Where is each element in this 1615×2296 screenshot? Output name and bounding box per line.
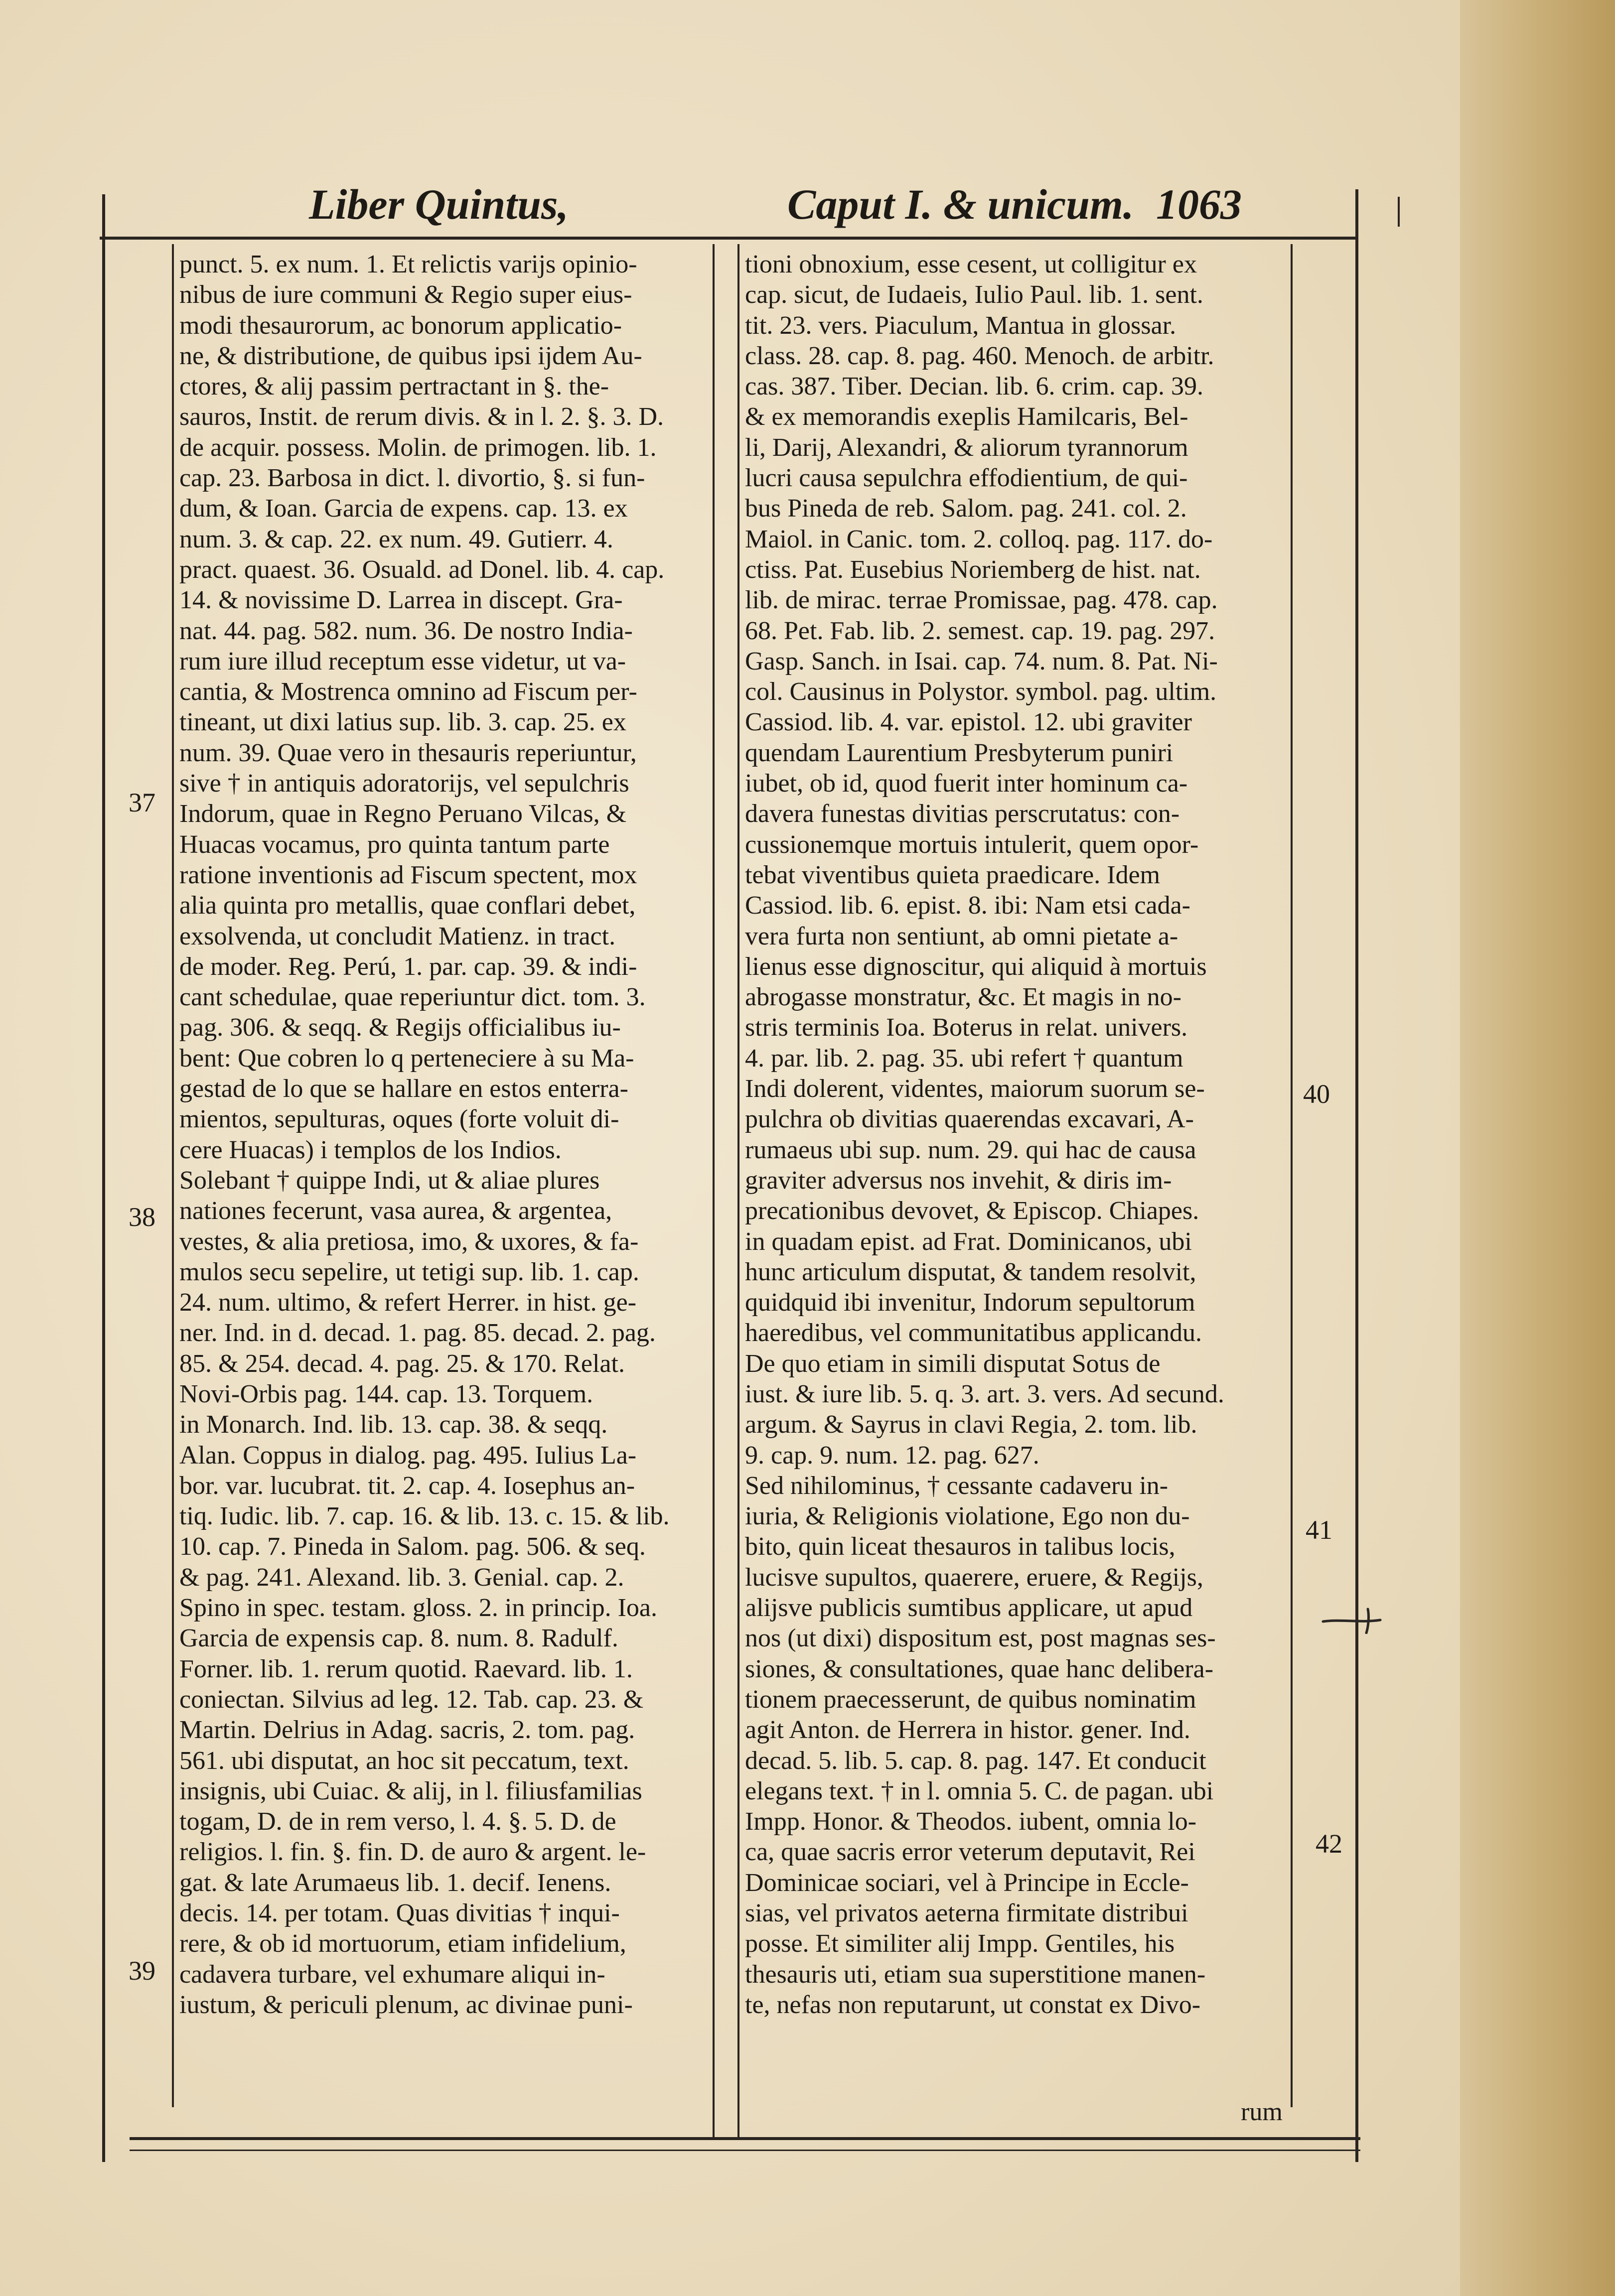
text-line: & ex memorandis exeplis Hamilcaris, Bel- [745, 403, 1188, 431]
text-line: lib. de mirac. terrae Promissae, pag. 478. cap. [745, 586, 1218, 615]
column-divider-rule-2 [737, 244, 739, 2137]
text-line: Maiol. in Canic. tom. 2. colloq. pag. 117. do- [745, 525, 1213, 553]
text-line: Alan. Coppus in dialog. pag. 495. Iulius La- [179, 1441, 637, 1470]
text-line: davera funestas divitias perscrutatus: con- [745, 800, 1180, 828]
bottom-rule-thin [130, 2150, 1360, 2151]
margin-number-38: 38 [129, 1202, 155, 1232]
text-line: pag. 306. & seqq. & Regijs officialibus iu- [179, 1013, 621, 1042]
text-line: siones, & consultationes, quae hanc delibera- [745, 1654, 1214, 1683]
column-rule-right-inner [1291, 244, 1293, 2107]
text-line: rum iure illud receptum esse videtur, ut va- [179, 647, 626, 675]
text-line: ner. Ind. in d. decad. 1. pag. 85. decad. 2. pag. [179, 1319, 656, 1348]
text-line: Garcia de expensis cap. 8. num. 8. Radulf. [179, 1624, 618, 1653]
text-line: bus Pineda de reb. Salom. pag. 241. col. 2. [745, 494, 1187, 523]
text-line: mulos secu sepelire, ut tetigi sup. lib. 1. cap. [179, 1257, 639, 1286]
text-line: lucisve supultos, quaerere, eruere, & Regijs, [745, 1563, 1203, 1592]
text-line: ctores, & alij passim pertractant in §. the- [179, 372, 609, 401]
text-line: cantia, & Mostrenca omnino ad Fiscum per- [179, 677, 637, 706]
page-edge [1460, 0, 1615, 2296]
text-line: iubet, ob id, quod fuerit inter hominum ca- [745, 769, 1188, 798]
text-line: cap. sicut, de Iudaeis, Iulio Paul. lib. 1. sent. [745, 280, 1203, 309]
text-line: hunc articulum disputat, & tandem resolvit, [745, 1257, 1196, 1286]
text-line: gat. & late Arumaeus lib. 1. decif. Ienens. [179, 1868, 611, 1897]
bottom-rule-thick [130, 2137, 1360, 2140]
column-rule-left-inner [172, 244, 174, 2107]
text-line: cussionemque mortuis intulerit, quem opor- [745, 830, 1199, 859]
text-line: de moder. Reg. Perú, 1. par. cap. 39. & indi- [179, 952, 637, 981]
text-line: cere Huacas) i templos de los Indios. [179, 1135, 562, 1164]
text-line: agit Anton. de Herrera in histor. gener. Ind. [745, 1716, 1190, 1745]
text-line: ca, quae sacris error veterum deputavit, Rei [745, 1838, 1195, 1867]
text-line: 561. ubi disputat, an hoc sit peccatum, text. [179, 1746, 629, 1775]
text-line: 14. & novissime D. Larrea in discept. Gra- [179, 586, 623, 615]
text-line: iustum, & periculi plenum, ac divinae puni- [179, 1990, 633, 2019]
text-line: lucri causa sepulchra effodientium, de qui- [745, 464, 1188, 493]
margin-number-42: 42 [1316, 1829, 1342, 1859]
margin-number-41: 41 [1306, 1515, 1332, 1545]
text-line: cap. 23. Barbosa in dict. l. divortio, §. si fun- [179, 464, 645, 493]
text-line: Dominicae sociari, vel à Principe in Eccle- [745, 1868, 1189, 1897]
text-line: 24. num. ultimo, & refert Herrer. in hist. ge- [179, 1288, 637, 1317]
text-line: Martin. Delrius in Adag. sacris, 2. tom. pag. [179, 1716, 635, 1745]
text-line: nationes fecerunt, vasa aurea, & argentea, [179, 1197, 612, 1225]
text-line: num. 3. & cap. 22. ex num. 49. Gutierr. 4. [179, 525, 613, 553]
text-line: sias, vel privatos aeterna firmitate distribui [745, 1899, 1188, 1928]
text-line: Novi-Orbis pag. 144. cap. 13. Torquem. [179, 1379, 593, 1408]
text-line: 4. par. lib. 2. pag. 35. ubi refert † quantum [745, 1044, 1183, 1073]
margin-number-39: 39 [129, 1956, 155, 1986]
text-line: tiq. Iudic. lib. 7. cap. 16. & lib. 13. c. 15. & lib. [179, 1502, 670, 1531]
margin-number-40: 40 [1303, 1079, 1330, 1109]
text-line: te, nefas non reputarunt, ut constat ex Divo- [745, 1990, 1201, 2019]
text-line: cadavera turbare, vel exhumare aliqui in- [179, 1960, 605, 1989]
text-line: nibus de iure communi & Regio super eius- [179, 280, 632, 309]
text-line: li, Darij, Alexandri, & aliorum tyrannorum [745, 433, 1188, 462]
text-line: togam, D. de in rem verso, l. 4. §. 5. D. de [179, 1807, 616, 1836]
text-line: dum, & Ioan. Garcia de expens. cap. 13. ex [179, 494, 628, 523]
text-line: sauros, Instit. de rerum divis. & in l. 2. §. 3. D. [179, 403, 664, 431]
text-line: pulchra ob divitias quaerendas excavari, A- [745, 1105, 1194, 1134]
text-line: decis. 14. per totam. Quas divitias † inqui- [179, 1899, 620, 1928]
text-line: coniectan. Silvius ad leg. 12. Tab. cap. 23. & [179, 1685, 644, 1714]
text-line: alia quinta pro metallis, quae conflari debet, [179, 891, 636, 920]
page-number: 1063 [1156, 180, 1242, 228]
frame-rule-right [1355, 189, 1358, 2162]
text-line: Sed nihilominus, † cessante cadaveru in- [745, 1471, 1169, 1500]
text-line: tit. 23. vers. Piaculum, Mantua in glossar. [745, 311, 1176, 340]
text-line: Cassiod. lib. 6. epist. 8. ibi: Nam etsi cada- [745, 891, 1190, 920]
text-line: ratione inventionis ad Fiscum spectent, mox [179, 860, 637, 889]
text-line: class. 28. cap. 8. pag. 460. Menoch. de arbitr. [745, 341, 1214, 370]
text-line: elegans text. † in l. omnia 5. C. de pagan. ubi [745, 1776, 1214, 1805]
text-line: bor. var. lucubrat. tit. 2. cap. 4. Iosephus an- [179, 1471, 635, 1500]
text-line: num. 39. Quae vero in thesauris reperiuntur, [179, 738, 637, 767]
text-line: tineant, ut dixi latius sup. lib. 3. cap. 25. ex [179, 708, 626, 737]
text-line: ctiss. Pat. Eusebius Noriemberg de hist. nat. [745, 555, 1201, 584]
text-line: exsolvenda, ut concludit Matienz. in tract. [179, 922, 616, 950]
text-line: modi thesaurorum, ac bonorum applicatio- [179, 311, 622, 340]
text-line: 85. & 254. decad. 4. pag. 25. & 170. Relat. [179, 1349, 625, 1378]
text-line: nos (ut dixi) dispositum est, post magnas ses- [745, 1624, 1216, 1653]
text-line: stris terminis Ioa. Boterus in relat. univers. [745, 1013, 1188, 1042]
text-line: alijsve publicis sumtibus applicare, ut apud [745, 1594, 1193, 1622]
frame-rule-left [102, 194, 105, 2162]
text-line: tebat viventibus quieta praedicare. Idem [745, 860, 1161, 889]
text-line: rumaeus ubi sup. num. 29. qui hac de causa [745, 1135, 1196, 1164]
text-line: iust. & iure lib. 5. q. 3. art. 3. vers. Ad secund. [745, 1379, 1224, 1408]
text-line: Indi dolerent, videntes, maiorum suorum se- [745, 1075, 1205, 1103]
text-line: Impp. Honor. & Theodos. iubent, omnia lo- [745, 1807, 1197, 1836]
text-line: rere, & ob id mortuorum, etiam infidelium, [179, 1929, 626, 1958]
text-line: graviter adversus nos invehit, & diris im- [745, 1166, 1172, 1195]
catchword: rum [1241, 2098, 1283, 2126]
text-line: Forner. lib. 1. rerum quotid. Raevard. lib. 1. [179, 1654, 633, 1683]
text-line: Cassiod. lib. 4. var. epistol. 12. ubi graviter [745, 708, 1192, 737]
text-line: quendam Laurentium Presbyterum puniri [745, 738, 1174, 767]
text-line: cant schedulae, quae reperiuntur dict. tom. 3. [179, 983, 646, 1012]
running-head-right: Caput I. & unicum. [787, 180, 1134, 228]
text-line: de acquir. possess. Molin. de primogen. lib. 1. [179, 433, 657, 462]
text-line: haeredibus, vel communitatibus applicandu. [745, 1319, 1202, 1348]
text-line: bent: Que cobren lo q perteneciere à su Ma- [179, 1044, 634, 1073]
text-line: pract. quaest. 36. Osuald. ad Donel. lib. 4. cap. [179, 555, 665, 584]
text-line: De quo etiam in simili disputat Sotus de [745, 1349, 1161, 1378]
text-line: lienus esse dignoscitur, qui aliquid à mortuis [745, 952, 1207, 981]
text-line: Solebant † quippe Indi, ut & aliae plures [179, 1166, 600, 1195]
head-rule [100, 237, 1355, 240]
text-line: Huacas vocamus, pro quinta tantum parte [179, 830, 610, 859]
head-tick-mark [1398, 197, 1400, 227]
text-line: 68. Pet. Fab. lib. 2. semest. cap. 19. pag. 297. [745, 616, 1215, 645]
text-line: thesauris uti, etiam sua superstitione manen- [745, 1960, 1206, 1989]
text-line: col. Causinus in Polystor. symbol. pag. ultim. [745, 677, 1217, 706]
text-line: cas. 387. Tiber. Decian. lib. 6. crim. cap. 39. [745, 372, 1203, 401]
column-divider-rule-1 [713, 244, 715, 2137]
text-line: religios. l. fin. §. fin. D. de auro & argent. le- [179, 1838, 646, 1867]
text-line: nat. 44. pag. 582. num. 36. De nostro India- [179, 616, 633, 645]
text-line: gestad de lo que se hallare en estos enterra- [179, 1075, 628, 1103]
margin-number-37: 37 [129, 788, 155, 817]
text-line: in quadam epist. ad Frat. Dominicanos, ubi [745, 1227, 1192, 1256]
running-head [100, 179, 1345, 234]
text-line: sive † in antiquis adoratorijs, vel sepulchris [179, 769, 629, 798]
text-line: quidquid ibi invenitur, Indorum sepultorum [745, 1288, 1195, 1317]
text-line: & pag. 241. Alexand. lib. 3. Genial. cap. 2. [179, 1563, 624, 1592]
text-line: precationibus devovet, & Episcop. Chiapes. [745, 1197, 1199, 1225]
text-line: insignis, ubi Cuiac. & alij, in l. filiusfamilias [179, 1776, 642, 1805]
text-line: iuria, & Religionis violatione, Ego non du- [745, 1502, 1190, 1531]
text-line: 9. cap. 9. num. 12. pag. 627. [745, 1441, 1039, 1470]
text-line: abrogasse monstratur, &c. Et magis in no- [745, 983, 1181, 1012]
text-line: tionem praecesserunt, de quibus nominatim [745, 1685, 1196, 1714]
left-text-column [179, 249, 708, 2102]
text-line: posse. Et similiter alij Impp. Gentiles, his [745, 1929, 1175, 1958]
running-head-left: Liber Quintus, [309, 180, 569, 228]
text-line: punct. 5. ex num. 1. Et relictis varijs opinio- [179, 250, 637, 278]
text-line: ne, & distributione, de quibus ipsi ijdem Au- [179, 341, 642, 370]
text-line: decad. 5. lib. 5. cap. 8. pag. 147. Et conducit [745, 1746, 1206, 1775]
right-text-column [745, 249, 1286, 2102]
text-line: bito, quin liceat thesauros in talibus locis, [745, 1532, 1175, 1561]
handwritten-margin-mark [1321, 1604, 1405, 1634]
text-line: argum. & Sayrus in clavi Regia, 2. tom. lib. [745, 1410, 1197, 1439]
text-line: Indorum, quae in Regno Peruano Vilcas, & [179, 800, 627, 828]
text-line: mientos, sepulturas, oques (forte voluit di- [179, 1105, 619, 1134]
text-line: vestes, & alia pretiosa, imo, & uxores, & fa- [179, 1227, 639, 1256]
text-line: vera furta non sentiunt, ab omni pietate a- [745, 922, 1178, 950]
text-line: Gasp. Sanch. in Isai. cap. 74. num. 8. Pat. Ni- [745, 647, 1218, 675]
text-line: 10. cap. 7. Pineda in Salom. pag. 506. & seq. [179, 1532, 646, 1561]
text-line: in Monarch. Ind. lib. 13. cap. 38. & seqq. [179, 1410, 608, 1439]
text-line: tioni obnoxium, esse cesent, ut colligitur ex [745, 250, 1197, 278]
text-line: Spino in spec. testam. gloss. 2. in princip. Ioa. [179, 1594, 658, 1622]
